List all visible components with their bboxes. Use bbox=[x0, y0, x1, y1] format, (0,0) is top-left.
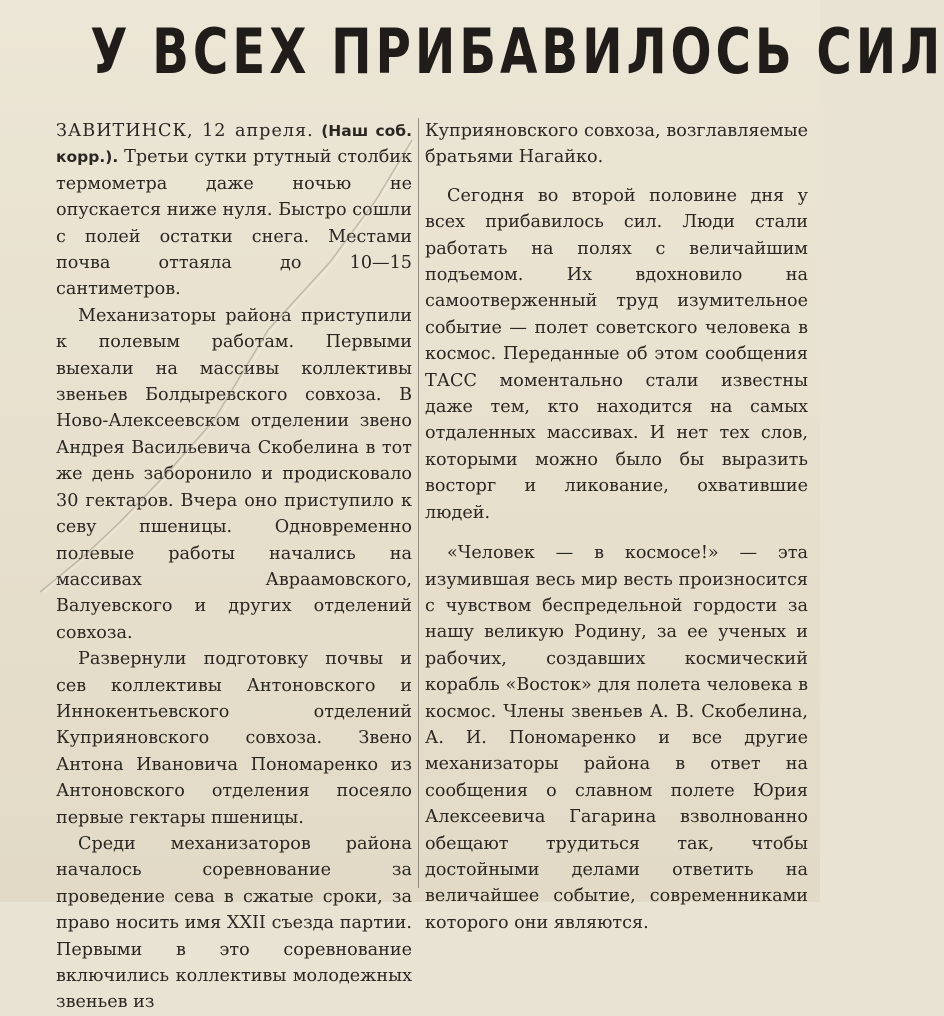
article-dateline: ЗАВИТИНСК, 12 апреля. bbox=[56, 121, 314, 141]
article-right-column bbox=[425, 118, 808, 936]
article-paragraph: Среди механизаторов района началось соревнование за проведение сева в сжатые сроки, за право носить имя XXII съезда партии. Первыми в это соревнование включились коллективы молодежных звеньев из bbox=[56, 833, 412, 1013]
article-byline: (Наш соб. корр.). bbox=[56, 122, 412, 167]
article-headline: У ВСЕХ ПРИБАВИЛОСЬ СИЛ bbox=[90, 15, 944, 88]
article-paragraph: Механизаторы района приступили к полевым работам. Первыми выехали на массивы коллективы звеньев Болдыревского совхоза. В Ново-Алексеевском отделении звено Андрея Васильевича Скобелина в тот же день заборонило и продисковало 30 гектаров. Вчера оно приступило к севу пшеницы. Одновременно полевые работы начались на массивах Авраамовского, Валуевского и других отделений совхоза. bbox=[56, 305, 412, 643]
article-text: Третьи сутки ртутный столбик термометра даже ночью не опускается ниже нуля. Быстро сошли с полей остатки снега. Местами почва оттаяла до 10—15 сантиметров. bbox=[56, 147, 413, 300]
column-divider bbox=[418, 118, 419, 888]
article-paragraph: Сегодня во второй половине дня у всех прибавилось сил. Люди стали работать на полях с величайшим подъемом. Их вдохновило на самоотверженный труд изумительное событие — полет советского человека в космос. Переданные об этом сообщения ТАСС моментально стали известны даже тем, кто находится на самых отдаленных массивах. И нет тех слов, которыми можно было бы выразить восторг и ликование, охватившие людей. bbox=[425, 185, 808, 523]
article-paragraph: «Человек — в космосе!» — эта изумившая весь мир весть произносится с чувством беспредельной гордости за нашу великую Родину, за ее ученых и рабочих, создавших космический корабль «Восток» для полета человека в космос. Члены звеньев А. В. Скобелина, А. И. Пономаренко и все другие механизаторы района в ответ на сообщения о славном полете Юрия Алексеевича Гагарина взволнованно обещают трудиться так, чтобы достойными делами ответить на величайшее событие, современниками которого они являются. bbox=[425, 543, 808, 933]
article-left-column bbox=[56, 118, 412, 1016]
article-paragraph bbox=[56, 118, 412, 303]
article-paragraph: Развернули подготовку почвы и сев коллективы Антоновского и Иннокентьевского отделений Куприяновского совхоза. Звено Антона Ивановича Пономаренко из Антоновского отделения посеяло первые гектары пшеницы. bbox=[56, 649, 412, 828]
article-paragraph: Куприяновского совхоза, возглавляемые братьями Нагайко. bbox=[425, 121, 808, 168]
